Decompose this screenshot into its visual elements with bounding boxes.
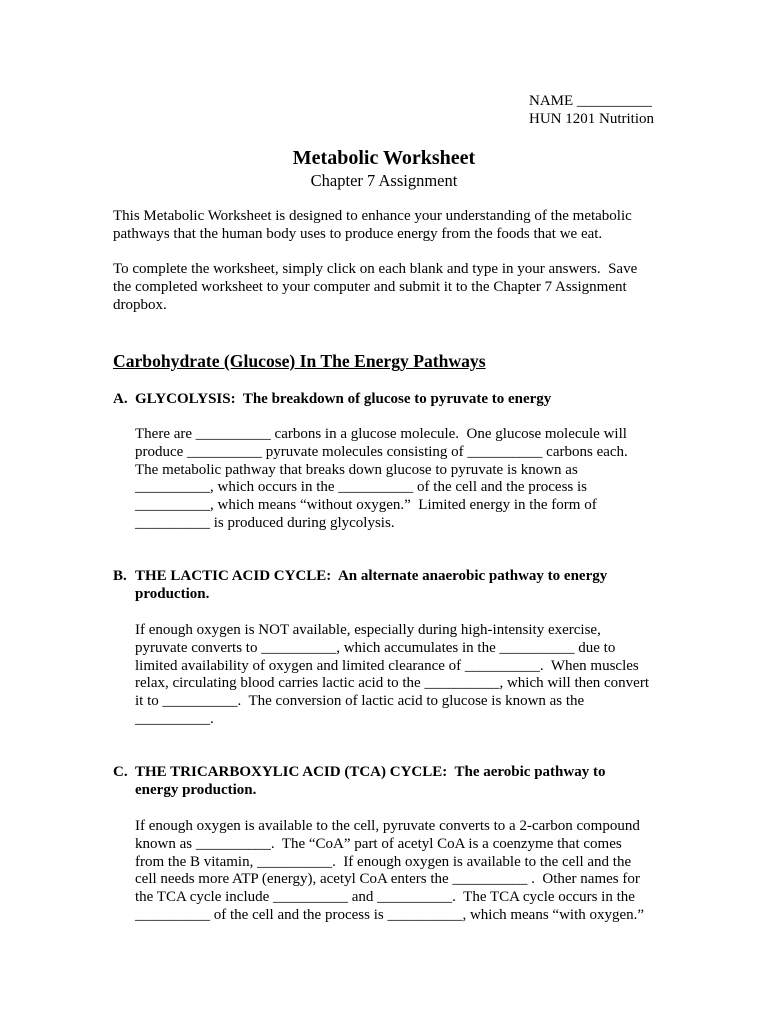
body-line: cell needs more ATP (energy), acetyl CoA enters the __________ . Other names for: [135, 871, 640, 888]
part-b-body: [135, 622, 649, 729]
part-a-body: [135, 426, 628, 533]
intro-line: dropbox.: [113, 296, 167, 313]
worksheet-title: Metabolic Worksheet: [292, 147, 476, 169]
part-label: C.: [113, 764, 128, 780]
part-a-heading: [113, 391, 551, 409]
part-c-heading: [113, 764, 605, 800]
intro-line: pathways that the human body uses to produce energy from the foods that we eat.: [113, 225, 603, 242]
body-line: pyruvate converts to __________, which accumulates in the __________ due to: [135, 639, 616, 656]
body-line: relax, circulating blood carries lactic acid to the __________, which will then convert: [135, 675, 649, 692]
part-label: B.: [113, 568, 127, 584]
body-line: from the B vitamin, __________. If enough oxygen is available to the cell and the: [135, 853, 632, 870]
body-line: If enough oxygen is available to the cell, pyruvate converts to a 2-carbon compound: [135, 818, 640, 834]
part-heading-text: [135, 391, 551, 409]
body-line: the TCA cycle include __________ and __________. The TCA cycle occurs in the: [135, 889, 635, 906]
part-label: A.: [113, 391, 128, 407]
body-line: If enough oxygen is NOT available, especially during high-intensity exercise,: [135, 622, 601, 638]
body-line: __________, which means “without oxygen.” Limited energy in the form of: [135, 497, 597, 514]
body-line: produce __________ pyruvate molecules consisting of __________ carbons each.: [135, 443, 628, 460]
part-heading-text: [135, 568, 607, 604]
body-line: limited availability of oxygen and limited clearance of __________. When muscles: [135, 657, 639, 674]
body-line: __________ of the cell and the process is __________, which means “with oxygen.”: [135, 906, 645, 923]
part-b-heading: [113, 568, 607, 604]
heading-line: production.: [135, 585, 210, 602]
heading-line: THE LACTIC ACID CYCLE: An alternate anaerobic pathway to energy: [135, 568, 608, 584]
student-header: [529, 92, 654, 128]
intro-line: To complete the worksheet, simply click on each blank and type in your answers. Save: [113, 261, 638, 277]
heading-line: GLYCOLYSIS: The breakdown of glucose to pyruvate to energy: [135, 391, 552, 407]
intro-line: the completed worksheet to your computer and submit it to the Chapter 7 Assignment: [113, 278, 627, 295]
body-line: known as __________. The “CoA” part of acetyl CoA is a coenzyme that comes: [135, 835, 622, 852]
body-line: The metabolic pathway that breaks down glucose to pyruvate is known as: [135, 461, 578, 478]
course-label: HUN 1201 Nutrition: [529, 111, 654, 127]
name-field: NAME __________: [529, 93, 652, 109]
heading-line: THE TRICARBOXYLIC ACID (TCA) CYCLE: The aerobic pathway to: [135, 764, 606, 780]
body-line: __________ is produced during glycolysis.: [135, 514, 395, 531]
body-line: __________, which occurs in the __________ of the cell and the process is: [135, 479, 587, 496]
instructions-paragraph: [113, 261, 637, 314]
body-line: __________.: [135, 710, 214, 727]
part-c-body: [135, 818, 644, 925]
part-heading-text: [135, 764, 605, 800]
intro-line: This Metabolic Worksheet is designed to enhance your understanding of the metabolic: [113, 208, 632, 224]
heading-line: energy production.: [135, 781, 257, 798]
section-heading: Carbohydrate (Glucose) In The Energy Pathways: [113, 351, 486, 371]
intro-paragraph: [113, 208, 632, 244]
body-line: There are __________ carbons in a glucose molecule. One glucose molecule will: [135, 426, 627, 442]
body-line: it to __________. The conversion of lactic acid to glucose is known as the: [135, 693, 585, 710]
worksheet-subtitle: Chapter 7 Assignment: [310, 171, 458, 190]
